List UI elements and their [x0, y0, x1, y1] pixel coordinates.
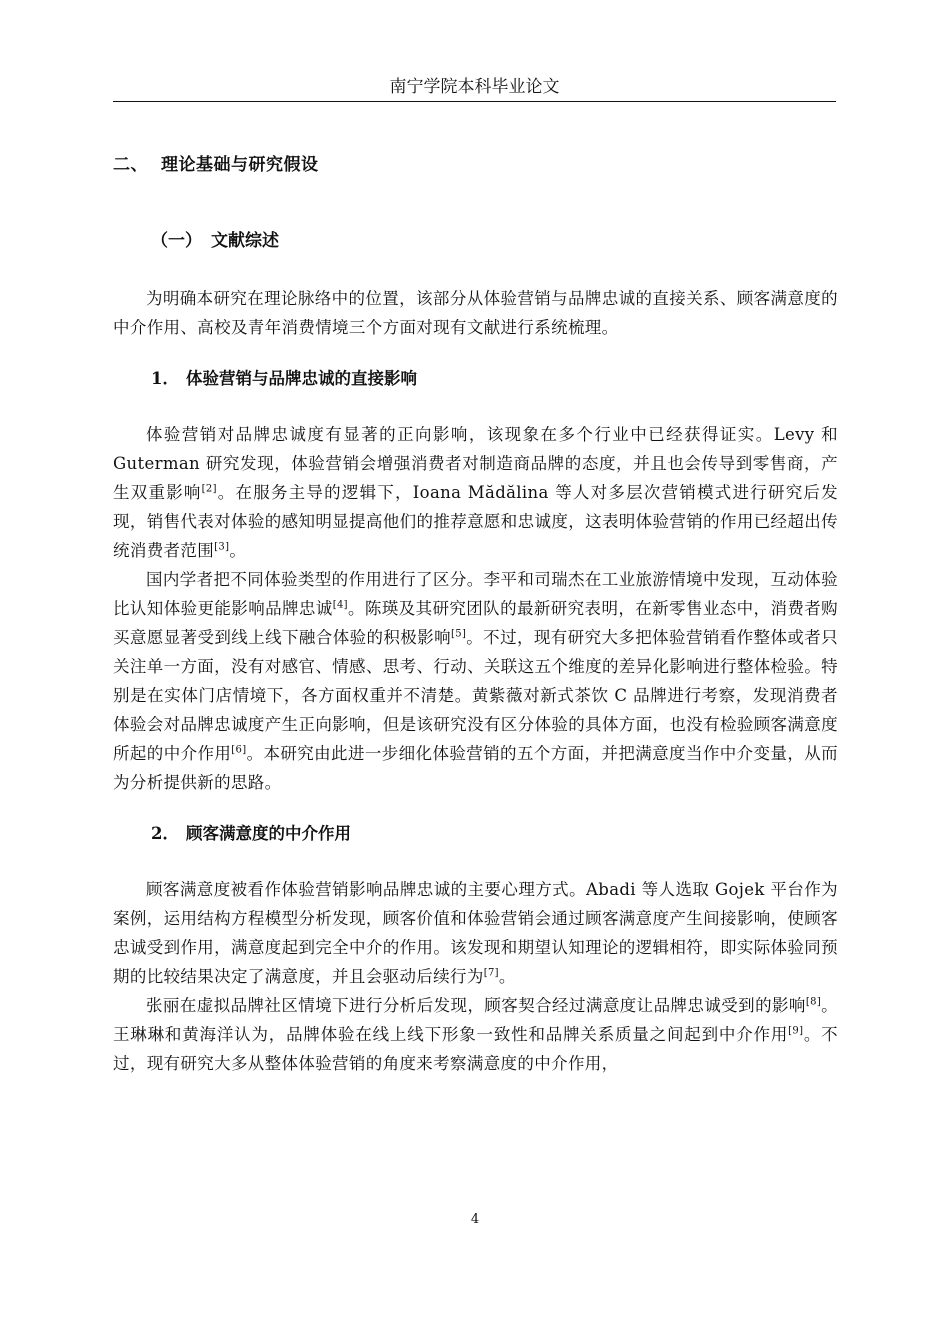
running-header: 南宁学院本科毕业论文	[389, 77, 560, 97]
citation: [7]	[483, 967, 499, 979]
citation: [8]	[805, 996, 822, 1008]
paragraph-text: 体验营销对品牌忠诚度有显著的正向影响，该现象在多个行业中已经获得证实。Levy 和 Guterman 研究发现，体验营销会增强消费者对制造商品牌的态度，并且也会传导到零售商，产生双重影响	[113, 425, 838, 502]
subsection-number: （一）	[151, 231, 202, 251]
paragraph-text: 。本研究由此进一步细化体验营销的五个方面，并把满意度当作中介变量，从而为分析提供新的思路。	[113, 744, 838, 792]
paragraph-4	[113, 991, 838, 1078]
citation: [3]	[214, 541, 230, 553]
citation: [9]	[788, 1025, 804, 1037]
paragraph-2	[113, 565, 838, 797]
section-title: 理论基础与研究假设	[161, 155, 319, 175]
paragraph-1	[113, 420, 838, 565]
page-number: 4	[470, 1212, 480, 1227]
point-heading-1	[151, 364, 838, 394]
section-number: 二、	[113, 155, 148, 175]
point-number-1: 1．	[151, 369, 179, 388]
subsection-heading	[151, 226, 838, 256]
paragraph-text: 。王琳琳和黄海洋认为，品牌体验在线上线下形象一致性和品牌关系质量之间起到中介作用	[113, 996, 838, 1044]
paragraph-text: 。不过，现有研究大多从整体体验营销的角度来考察满意度的中介作用，	[113, 1025, 838, 1073]
citation: [2]	[201, 483, 217, 495]
paragraph-text: 。陈瑛及其研究团队的最新研究表明，在新零售业态中，消费者购买意愿显著受到线上线下融合体验的积极影响	[113, 599, 838, 647]
subsection-title: 文献综述	[211, 231, 279, 251]
citation: [4]	[332, 599, 348, 611]
paragraph-text: 。在服务主导的逻辑下，Ioana Mădălina 等人对多层次营销模式进行研究后发现，销售代表对体验的感知明显提高他们的推荐意愿和忠诚度，这表明体验营销的作用已经超出传统消费者范围	[113, 483, 839, 560]
point-number-2: 2．	[151, 824, 179, 843]
citation: [5]	[451, 628, 467, 640]
paragraph-text: 顾客满意度被看作体验营销影响品牌忠诚的主要心理方式。Abadi 等人选取 Gojek 平台作为案例，运用结构方程模型分析发现，顾客价值和体验营销会通过顾客满意度产生间接影响，使顾客忠诚受到作用，满意度起到完全中介的作用。该发现和期望认知理论的逻辑相符，即实际体验同预期的比较结果决定了满意度，并且会驱动后续行为	[113, 880, 838, 986]
paragraph-3	[113, 875, 838, 991]
paragraph-text: 。	[498, 967, 516, 986]
section-heading	[113, 150, 838, 180]
point-title-2: 顾客满意度的中介作用	[186, 824, 351, 843]
page-body	[113, 150, 838, 1078]
intro-paragraph: 为明确本研究在理论脉络中的位置，该部分从体验营销与品牌忠诚的直接关系、顾客满意度的中介作用、高校及青年消费情境三个方面对现有文献进行系统梳理。	[113, 289, 838, 337]
paragraph-text: 张丽在虚拟品牌社区情境下进行分析后发现，顾客契合经过满意度让品牌忠诚受到的影响	[146, 996, 806, 1015]
point-title-1: 体验营销与品牌忠诚的直接影响	[186, 369, 417, 388]
paragraph-text: 。不过，现有研究大多把体验营销看作整体或者只关注单一方面，没有对感官、情感、思考、行动、关联这五个维度的差异化影响进行整体检验。特别是在实体门店情境下，各方面权重并不清楚。黄紫薇对新式茶饮 C 品牌进行考察，发现消费者体验会对品牌忠诚度产生正向影响，但是该研究没有区分体验的具体方面，也没有检验顾客满意度所起的中介作用	[113, 628, 839, 763]
header-rule	[113, 101, 836, 102]
citation: [6]	[231, 744, 247, 756]
paragraph-text: 国内学者把不同体验类型的作用进行了区分。李平和司瑞杰在工业旅游情境中发现，互动体验比认知体验更能影响品牌忠诚	[113, 570, 838, 618]
paragraph-text: 。	[229, 541, 247, 560]
point-heading-2	[151, 819, 838, 849]
